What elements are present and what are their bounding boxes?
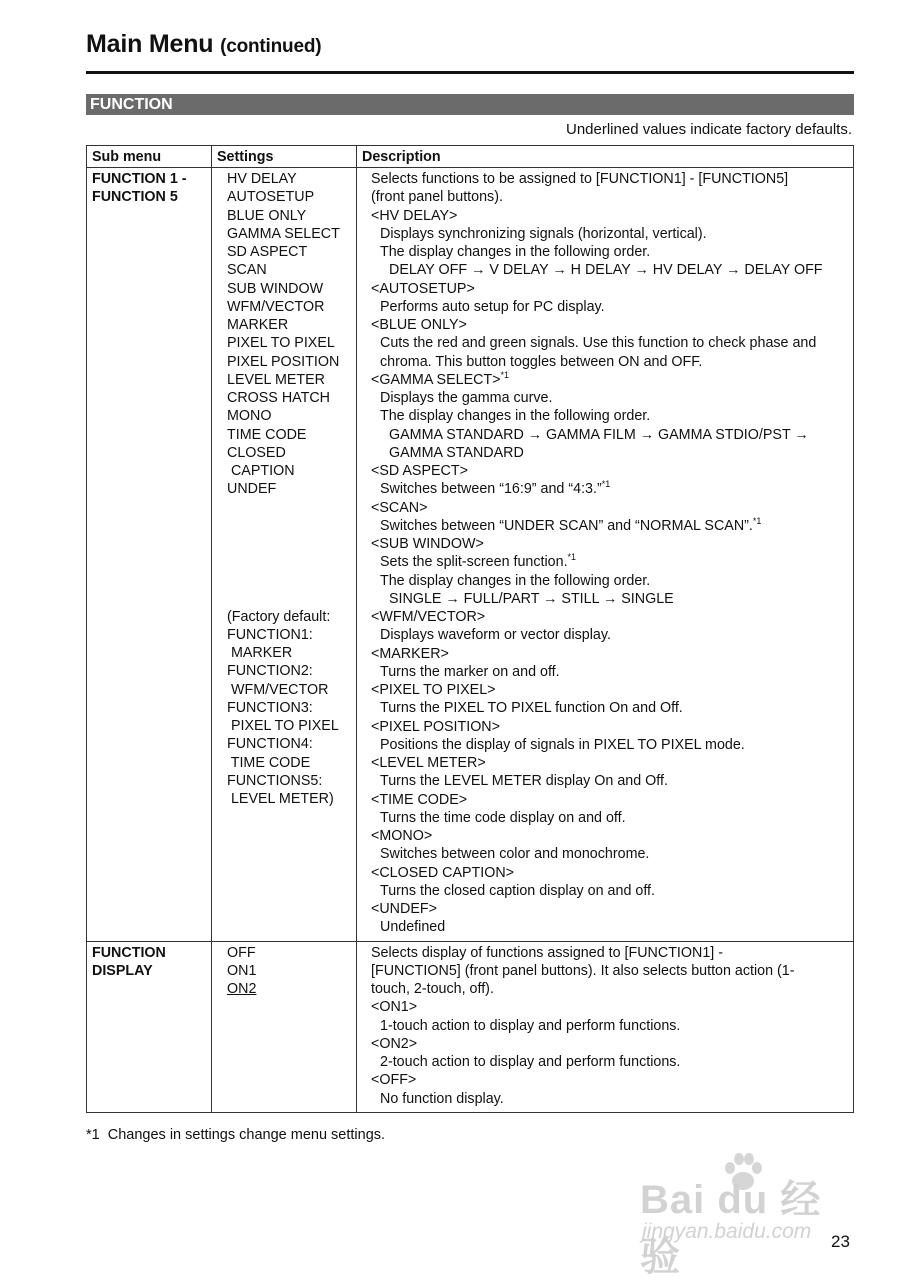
description-line-text: <LEVEL METER> [371, 755, 486, 771]
factory-default-line [227, 699, 352, 717]
description-line-text: 2-touch action to display and perform functions. [380, 1054, 681, 1070]
submenu-name-text: DISPLAY [92, 962, 153, 979]
setting-option [227, 980, 352, 998]
description-line [371, 188, 849, 206]
description-line [371, 1017, 849, 1035]
baidu-watermark [640, 1140, 855, 1279]
description-line-text: <SD ASPECT> [371, 463, 468, 479]
description-line [371, 353, 849, 371]
description-line-text: Turns the time code display on and off. [380, 809, 626, 826]
setting-option [227, 371, 352, 389]
description-line [371, 389, 849, 407]
description-line-text: Undefined [380, 919, 446, 936]
factory-default-line [227, 735, 352, 753]
description-line-text: Turns the closed caption display on and off. [380, 882, 655, 899]
settings-list [227, 170, 352, 499]
description-cell [357, 168, 854, 942]
description-line-text: Positions the display of signals in PIXEL TO PIXEL mode. [380, 736, 745, 753]
factory-default-line-text: LEVEL METER) [227, 791, 334, 807]
description-line [371, 517, 849, 535]
description-line [371, 626, 849, 644]
footnote-marker: *1 [500, 369, 510, 380]
description-line-text: <PIXEL POSITION> [371, 718, 500, 735]
submenu-name-text: FUNCTION 1 - [92, 171, 187, 187]
factory-default-line-text: TIME CODE [227, 754, 311, 771]
setting-option-text: GAMMA SELECT [227, 225, 340, 242]
description-line [371, 371, 849, 389]
factory-default-line-text: FUNCTIONS5: [227, 772, 323, 789]
header-submenu: Sub menu [87, 146, 212, 168]
description-line [371, 334, 849, 352]
description-line-text: <UNDEF> [371, 901, 437, 917]
description-line [371, 499, 849, 517]
submenu-name-text: FUNCTION [92, 944, 166, 961]
description-line [371, 980, 849, 998]
description-line-text: Performs auto setup for PC display. [380, 298, 605, 315]
setting-option-text: TIME CODE [227, 426, 307, 443]
description-line-text: Displays synchronizing signals (horizontal, vertical). [380, 225, 707, 242]
description-line-text: Switches between “UNDER SCAN” and “NORMAL SCAN”. [380, 517, 753, 534]
description-line-text: Cuts the red and green signals. Use this function to check phase and [380, 335, 817, 352]
submenu-cell [87, 941, 212, 1112]
setting-option [227, 462, 352, 480]
footnote-marker: *1 [752, 515, 762, 526]
submenu-name [92, 170, 206, 188]
setting-option-text: HV DELAY [227, 171, 297, 187]
factory-default-line-text: PIXEL TO PIXEL [227, 718, 339, 734]
factory-default-list [227, 608, 352, 809]
table-header-row [87, 146, 854, 168]
factory-default-line-text: FUNCTION1: [227, 626, 313, 643]
description-line [371, 553, 849, 571]
footnote-marker: *1 [601, 479, 611, 490]
description-line [371, 699, 849, 717]
setting-option [227, 280, 352, 298]
description-line [371, 944, 849, 962]
description-line [371, 681, 849, 699]
factory-default-line-text: FUNCTION4: [227, 736, 313, 753]
setting-option [227, 207, 352, 225]
setting-option [227, 261, 352, 279]
description-line [371, 261, 849, 279]
description-line-text: (front panel buttons). [371, 189, 503, 206]
submenu-name [92, 962, 206, 980]
description-line-text: <ON1> [371, 999, 418, 1016]
submenu-name [92, 188, 206, 206]
description-line [371, 316, 849, 334]
description-line-text: Selects functions to be assigned to [FUNCTION1] - [FUNCTION5] [371, 171, 789, 187]
description-line-text: <MONO> [371, 828, 433, 844]
description-line-text: GAMMA STANDARD → GAMMA FILM → GAMMA STDIO/PST → [389, 426, 809, 443]
description-line [371, 590, 849, 608]
description-line [371, 998, 849, 1016]
description-line [371, 718, 849, 736]
description-line [371, 736, 849, 754]
description-line [371, 1071, 849, 1089]
setting-option [227, 426, 352, 444]
description-line-text: Sets the split-screen function. [380, 554, 568, 571]
title-divider [86, 71, 854, 74]
description-line-text: <CLOSED CAPTION> [371, 864, 515, 881]
setting-option-text: UNDEF [227, 481, 277, 498]
description-line-text: Switches between color and monochrome. [380, 846, 650, 863]
settings-cell [212, 941, 357, 1112]
setting-option [227, 353, 352, 371]
section-heading: FUNCTION [86, 94, 854, 115]
description-line [371, 645, 849, 663]
setting-option-text: PIXEL TO PIXEL [227, 335, 335, 352]
setting-option-text: PIXEL POSITION [227, 353, 340, 370]
description-line [371, 426, 849, 444]
factory-default-line [227, 754, 352, 772]
factory-default-line [227, 681, 352, 699]
description-line-text: <OFF> [371, 1072, 417, 1089]
description-line-text: Displays the gamma curve. [380, 390, 553, 406]
description-line-text: <SUB WINDOW> [371, 536, 484, 552]
description-line-text: <BLUE ONLY> [371, 317, 467, 333]
description-line [371, 535, 849, 553]
setting-option-text: CAPTION [227, 463, 295, 479]
description-line [371, 754, 849, 772]
setting-option [227, 316, 352, 334]
description-line [371, 608, 849, 626]
description-line-text: SINGLE → FULL/PART → STILL → SINGLE [389, 590, 674, 607]
submenu-name-text: FUNCTION 5 [92, 189, 178, 206]
description-line-text: 1-touch action to display and perform functions. [380, 1017, 681, 1034]
setting-option [227, 480, 352, 498]
setting-option-text: SCAN [227, 262, 267, 279]
description-line [371, 280, 849, 298]
description-line-text: The display changes in the following order. [380, 244, 651, 260]
description-line-text: touch, 2-touch, off). [371, 981, 494, 997]
description-line [371, 444, 849, 462]
table-row [87, 941, 854, 1112]
description-line-text: The display changes in the following order. [380, 572, 651, 589]
setting-option-text: MARKER [227, 317, 289, 333]
watermark-logo-text: Bai du 经验 [640, 1178, 822, 1279]
description-line [371, 170, 849, 188]
description-line-text: <SCAN> [371, 499, 428, 516]
description-line [371, 572, 849, 590]
description-line [371, 1035, 849, 1053]
description-line [371, 918, 849, 936]
description-line-text: No function display. [380, 1090, 504, 1107]
footnote-marker: *1 [567, 552, 577, 563]
description-line-text: <ON2> [371, 1035, 418, 1052]
description-line-text: <WFM/VECTOR> [371, 609, 486, 625]
description-line [371, 663, 849, 681]
page-number: 23 [831, 1232, 850, 1251]
factory-default-line-text: (Factory default: [227, 608, 331, 625]
description-line [371, 772, 849, 790]
page-title [86, 30, 321, 59]
description-line [371, 864, 849, 882]
footnote: *1 Changes in settings change menu settings. [86, 1127, 386, 1143]
setting-option [227, 298, 352, 316]
settings-cell [212, 168, 357, 942]
description-line-text: <AUTOSETUP> [371, 280, 475, 297]
description-line [371, 225, 849, 243]
factory-default-line-text: FUNCTION3: [227, 699, 313, 716]
setting-option-text: LEVEL METER [227, 371, 325, 388]
factory-defaults-note: Underlined values indicate factory defaults. [566, 121, 852, 138]
page-title-suffix: (continued) [220, 36, 322, 57]
submenu-cell [87, 168, 212, 942]
setting-option [227, 962, 352, 980]
header-settings: Settings [212, 146, 357, 168]
factory-default-line [227, 644, 352, 662]
function-menu-table [86, 145, 854, 1113]
setting-option-text: OFF [227, 944, 256, 961]
header-description: Description [357, 146, 854, 168]
factory-default-line-text: MARKER [227, 645, 293, 661]
description-line [371, 1053, 849, 1071]
description-line [371, 298, 849, 316]
setting-option-text: ON1 [227, 962, 257, 979]
setting-option [227, 944, 352, 962]
factory-default-line [227, 662, 352, 680]
factory-default-line-text: FUNCTION2: [227, 663, 313, 680]
description-line [371, 962, 849, 980]
setting-option [227, 243, 352, 261]
page-title-main: Main Menu [86, 30, 214, 58]
setting-option [227, 444, 352, 462]
setting-option-text: SD ASPECT [227, 244, 308, 260]
description-line [371, 407, 849, 425]
description-line-text: DELAY OFF → V DELAY → H DELAY → HV DELAY → DELAY OFF [389, 262, 823, 279]
description-line-text: <TIME CODE> [371, 791, 468, 808]
description-line-text: The display changes in the following order. [380, 408, 651, 425]
factory-default-line [227, 790, 352, 808]
description-line-text: <GAMMA SELECT> [371, 371, 501, 388]
setting-option-text: CROSS HATCH [227, 390, 330, 406]
description-line-text: [FUNCTION5] (front panel buttons). It also selects button action (1- [371, 962, 795, 979]
description-line [371, 243, 849, 261]
setting-option [227, 225, 352, 243]
setting-option-text: AUTOSETUP [227, 189, 315, 206]
description-line-text: Turns the LEVEL METER display On and Off. [380, 773, 668, 790]
description-line-text: GAMMA STANDARD [389, 444, 524, 461]
factory-default-line [227, 608, 352, 626]
description-line [371, 882, 849, 900]
description-line [371, 827, 849, 845]
description-line-text: Displays waveform or vector display. [380, 627, 611, 644]
setting-option [227, 407, 352, 425]
description-line-text: Switches between “16:9” and “4:3.” [380, 481, 602, 498]
description-line [371, 480, 849, 498]
description-cell [357, 941, 854, 1112]
description-line [371, 791, 849, 809]
factory-default-line [227, 717, 352, 735]
factory-default-line [227, 626, 352, 644]
setting-option [227, 334, 352, 352]
setting-option [227, 170, 352, 188]
setting-option [227, 188, 352, 206]
description-line [371, 462, 849, 480]
setting-option-text: BLUE ONLY [227, 207, 307, 224]
description-line-text: chroma. This button toggles between ON and OFF. [380, 353, 703, 370]
setting-option-text: SUB WINDOW [227, 280, 324, 297]
description-line [371, 809, 849, 827]
setting-option-text: MONO [227, 408, 272, 425]
setting-option [227, 389, 352, 407]
description-line-text: <HV DELAY> [371, 207, 458, 224]
submenu-name [92, 944, 206, 962]
description-line-text: Turns the PIXEL TO PIXEL function On and Off. [380, 700, 683, 717]
setting-option-text: WFM/VECTOR [227, 298, 325, 315]
description-line [371, 1090, 849, 1108]
setting-option-text: CLOSED [227, 444, 286, 461]
description-line [371, 900, 849, 918]
description-line-text: Turns the marker on and off. [380, 663, 560, 680]
description-line-text: <MARKER> [371, 645, 449, 662]
factory-default-line-text: WFM/VECTOR [227, 681, 329, 698]
watermark-url: jingyan.baidu.com [642, 1220, 812, 1243]
table-row [87, 168, 854, 942]
description-line [371, 845, 849, 863]
factory-default-line [227, 772, 352, 790]
description-line [371, 207, 849, 225]
setting-option-text: ON2 [227, 981, 257, 997]
description-line-text: <PIXEL TO PIXEL> [371, 682, 496, 698]
description-line-text: Selects display of functions assigned to [FUNCTION1] - [371, 944, 724, 961]
